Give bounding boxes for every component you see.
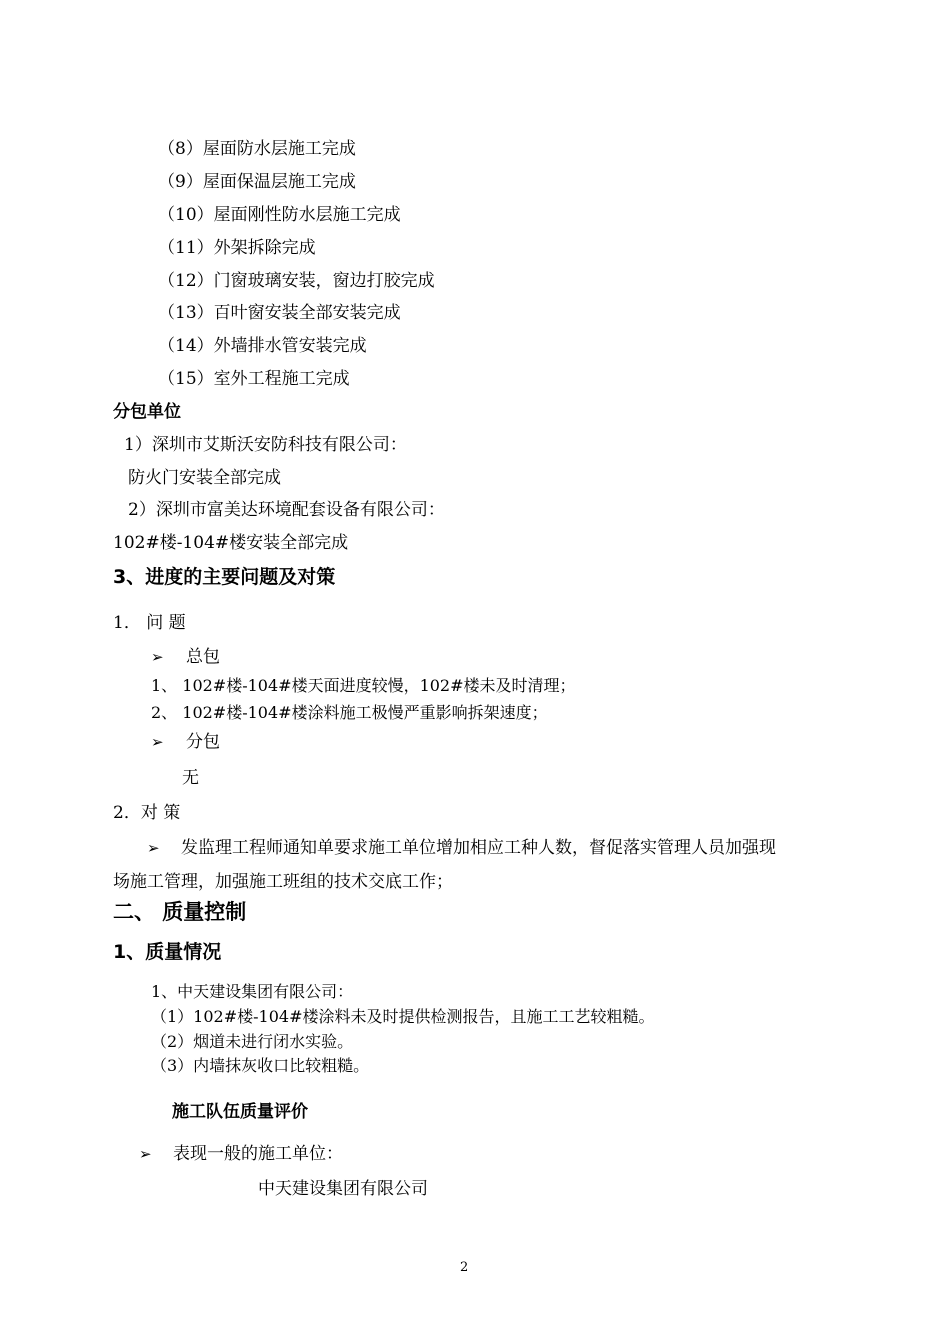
subcontract-heading: 分包单位 [113, 402, 181, 422]
section3-heading: 3、进度的主要问题及对策 [113, 566, 336, 588]
progress-item: （15）室外工程施工完成 [158, 369, 350, 389]
progress-item: （14）外墙排水管安装完成 [158, 336, 367, 356]
subcontract-item: 1）深圳市艾斯沃安防科技有限公司： [124, 435, 407, 455]
progress-item: （11）外架拆除完成 [158, 238, 316, 258]
problem-title: 1． 问 题 [113, 613, 186, 633]
quality-heading: 二、 质量控制 [113, 900, 247, 924]
subcontract-problem-value: 无 [182, 768, 199, 788]
measure-text: 场施工管理，加强施工班组的技术交底工作； [113, 872, 453, 892]
subcontract-label: 分包 [186, 732, 220, 752]
progress-item: （12）门窗玻璃安装，窗边打胶完成 [158, 271, 435, 291]
quality-item: （3）内墙抹灰收口比较粗糙。 [151, 1056, 370, 1075]
progress-item: （13）百叶窗安装全部安装完成 [158, 303, 401, 323]
measure-text: 发监理工程师通知单要求施工单位增加相应工种人数，督促落实管理人员加强现 [181, 838, 776, 858]
general-contractor-label: 总包 [186, 647, 220, 667]
arrow-bullet-icon: ➢ [151, 733, 164, 751]
page-number: 2 [460, 1260, 469, 1275]
progress-item: （10）屋面刚性防水层施工完成 [158, 205, 401, 225]
quality-item: （2）烟道未进行闭水实验。 [151, 1032, 354, 1051]
quality-item: （1）102#楼-104#楼涂料未及时提供检测报告，且施工工艺较粗糙。 [151, 1007, 655, 1026]
subcontract-item: 102#楼-104#楼安装全部完成 [113, 533, 349, 553]
arrow-bullet-icon: ➢ [139, 1145, 152, 1163]
evaluation-heading: 施工队伍质量评价 [172, 1102, 308, 1122]
progress-item: （8）屋面防水层施工完成 [158, 139, 356, 159]
subcontract-item: 防火门安装全部完成 [128, 468, 281, 488]
evaluation-company: 中天建设集团有限公司 [258, 1179, 428, 1199]
general-problem-item: 1、 102#楼-104#楼天面进度较慢，102#楼未及时清理； [151, 676, 576, 695]
quality-company: 1、中天建设集团有限公司： [151, 982, 354, 1001]
evaluation-label: 表现一般的施工单位： [173, 1144, 343, 1164]
arrow-bullet-icon: ➢ [151, 648, 164, 666]
measure-title: 2．对 策 [113, 803, 181, 823]
general-problem-item: 2、 102#楼-104#楼涂料施工极慢严重影响拆架速度； [151, 703, 548, 722]
arrow-bullet-icon: ➢ [147, 839, 160, 857]
quality-subheading: 1、质量情况 [113, 941, 222, 963]
subcontract-item: 2）深圳市富美达环境配套设备有限公司： [128, 500, 445, 520]
progress-item: （9）屋面保温层施工完成 [158, 172, 356, 192]
